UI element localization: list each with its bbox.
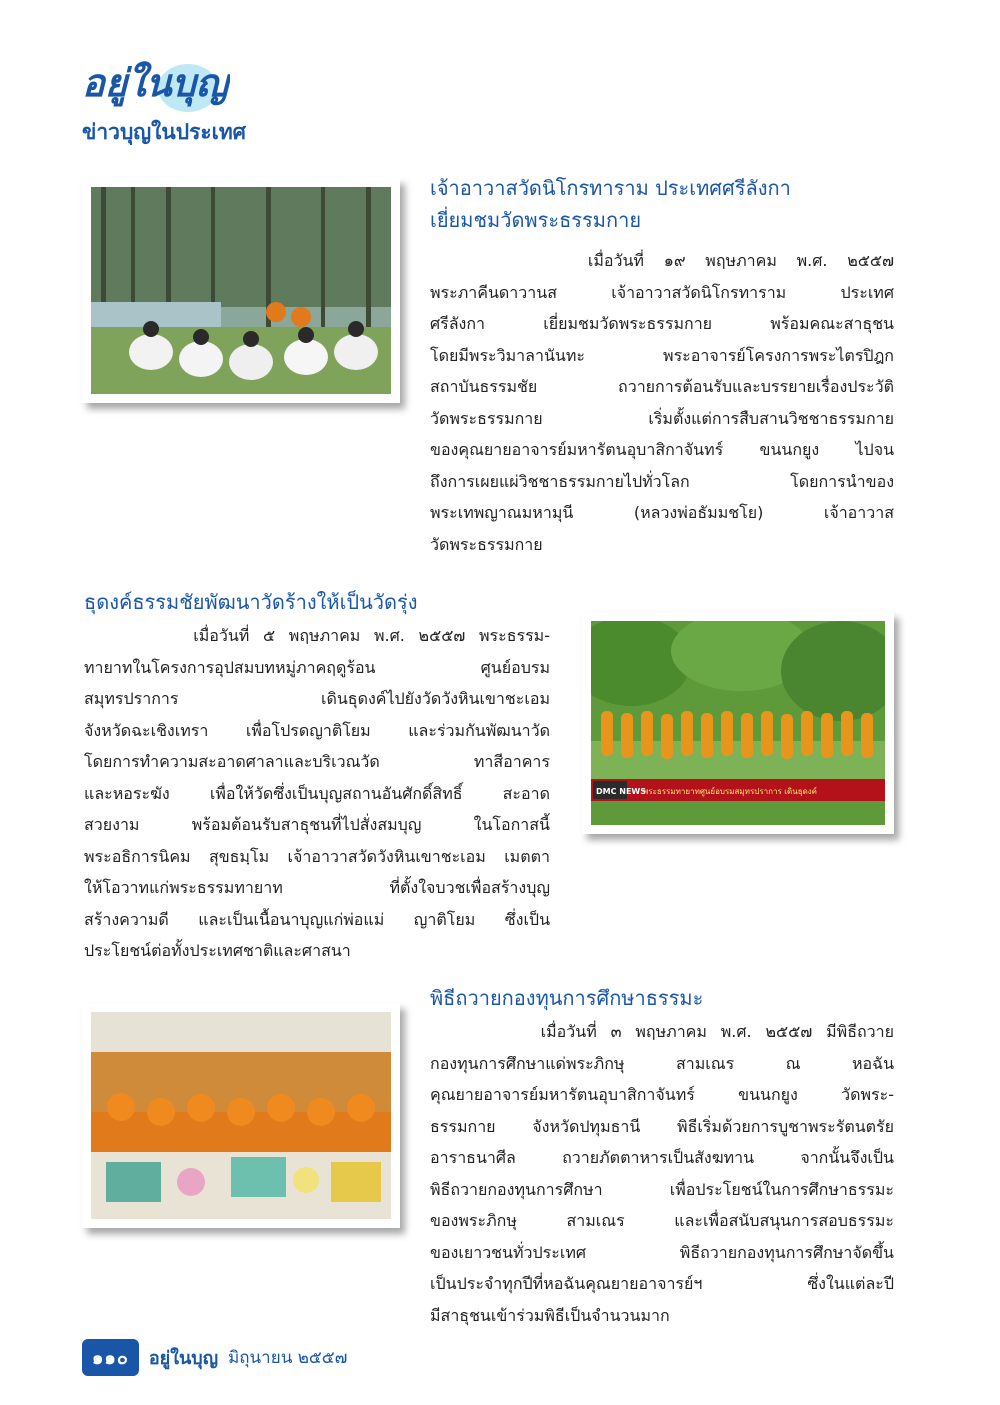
article-2-line: ทายาทในโครงการอุปสมบทหมู่ภาคฤดูร้อน ศูนย์อบรม — [84, 657, 550, 677]
article-3-line: พิธีถวายกองทุนการศึกษา เพื่อประโยชน์ในการศึกษาธรรมะ — [430, 1179, 894, 1199]
article-3-title — [430, 982, 900, 1014]
article-1-line: เมื่อวันที่ ๑๙ พฤษภาคม พ.ศ. ๒๕๕๗ — [430, 251, 894, 270]
article-3-line: อาราธนาศีล ถวายภัตตาหารเป็นสังฆทาน จากนั้นจึงเป็น — [430, 1148, 894, 1167]
article-2-body — [84, 620, 550, 967]
article-3-line: ของพระภิกษุ สามเณร และเพื่อสนับสนุนการสอบธรรมะ — [430, 1211, 894, 1230]
article-3-line: คุณยายอาจารย์มหารัตนอุบาสิกาจันทร์ ขนนกยูง วัดพระ- — [430, 1085, 894, 1104]
photo-monks-procession — [582, 612, 894, 834]
article-3-line: เป็นประจำทุกปีที่หอฉันคุณยายอาจารย์ฯ ซึ่งในแต่ละปี — [430, 1274, 894, 1293]
article-1-title — [430, 172, 900, 236]
article-1-line: โดยมีพระวิมาลานันทะ พระอาจารย์โครงการพระไตรปิฎก — [430, 345, 894, 365]
section-label: ข่าวบุญในประเทศ — [82, 120, 247, 144]
article-2-line: สมุทรปราการ เดินธุดงค์ไปยังวัดวังหินเขาชะเอม — [84, 689, 550, 708]
article-2-line: ให้โอวาทแก่พระธรรมทายาท ที่ตั้งใจบวชเพื่อสร้างบุญ — [84, 878, 550, 897]
article-3-line: กองทุนการศึกษาแด่พระภิกษุ สามเณร ณ หอฉัน — [430, 1053, 894, 1073]
article-1-line: วัดพระธรรมกาย — [430, 534, 543, 554]
article-2-line: ประโยชน์ต่อทั้งประเทศชาติและศาสนา — [84, 941, 351, 960]
magazine-logo — [80, 52, 230, 116]
article-3-line: ธรรมกาย จังหวัดปทุมธานี พิธีเริ่มด้วยการบูชาพระรัตนตรัย — [430, 1116, 894, 1136]
article-1-title-line: เยี่ยมชมวัดพระธรรมกาย — [430, 208, 642, 232]
article-1-body — [430, 245, 894, 560]
article-3-title-line: พิธีถวายกองทุนการศึกษาธรรมะ — [430, 986, 704, 1010]
article-2-line: สร้างความดี และเป็นเนื้อนาบุญแก่พ่อแม่ ญาติโยม ซึ่งเป็น — [84, 909, 550, 929]
photo-2-logo: DMC NEWS — [596, 787, 647, 796]
photo-monks-lakeside — [82, 178, 400, 403]
photo-monks-ceremony — [82, 1003, 400, 1228]
photo-2-caption: พระธรรมทายาทศูนย์อบรมสมุทรปราการ เดินธุดงค์ — [643, 787, 818, 796]
photo-1-image — [91, 187, 391, 394]
page-number: ๑๑๐ — [82, 1339, 139, 1376]
article-2-line: จังหวัดฉะเชิงเทรา เพื่อโปรดญาติโยม และร่วมกันพัฒนาวัด — [84, 720, 550, 740]
article-2-line: สวยงาม พร้อมต้อนรับสาธุชนที่ไปสั่งสมบุญ ในโอกาสนี้ — [84, 815, 550, 834]
photo-3-image — [91, 1012, 391, 1219]
article-2-line: โดยการทำความสะอาดศาลาและบริเวณวัด ทาสีอาคาร — [84, 752, 550, 771]
article-3-line: เมื่อวันที่ ๓ พฤษภาคม พ.ศ. ๒๕๕๗ มีพิธีถวาย — [430, 1022, 894, 1041]
article-2-title — [84, 586, 564, 618]
article-1-line: ศรีลังกา เยี่ยมชมวัดพระธรรมกาย พร้อมคณะสาธุชน — [430, 314, 894, 333]
article-3-line: ของเยาวชนทั่วประเทศ พิธีถวายกองทุนการศึกษาจัดขึ้น — [430, 1242, 894, 1262]
article-1-line: ของคุณยายอาจารย์มหารัตนอุบาสิกาจันทร์ ขนนกยูง ไปจน — [430, 440, 894, 459]
article-1-line: ถึงการเผยแผ่วิชชาธรรมกายไปทั่วโลก โดยการนำของ — [430, 471, 894, 491]
article-3-line: มีสาธุชนเข้าร่วมพิธีเป็นจำนวนมาก — [430, 1305, 670, 1325]
footer-issue: มิถุนายน ๒๕๕๗ — [228, 1347, 348, 1368]
article-1-line: วัดพระธรรมกาย เริ่มตั้งแต่การสืบสานวิชชาธรรมกาย — [430, 408, 894, 428]
photo-2-image — [591, 621, 885, 825]
article-1-line: สถาบันธรรมชัย ถวายการต้อนรับและบรรยายเรื่องประวัติ — [430, 377, 894, 396]
article-1-title-line: เจ้าอาวาสวัดนิโกรทาราม ประเทศศรีลังกา — [430, 176, 791, 200]
article-2-line: พระอธิการนิคม สุขธมฺโม เจ้าอาวาสวัดวังหินเขาชะเอม เมตตา — [84, 846, 550, 866]
article-2-title-line: ธุดงค์ธรรมชัยพัฒนาวัดร้างให้เป็นวัดรุ่ง — [84, 590, 418, 614]
article-1-line: พระเทพญาณมหามุนี (หลวงพ่อธัมมชโย) เจ้าอาวาส — [430, 503, 894, 522]
footer-magazine-name: อยู่ในบุญ — [148, 1347, 219, 1369]
article-2-line: และหอระฆัง เพื่อให้วัดซึ่งเป็นบุญสถานอันศักดิ์สิทธิ์ สะอาด — [84, 783, 550, 803]
logo-text: อยู่ในบุญ — [82, 60, 229, 105]
article-1-line: พระภาคีนดาวานส เจ้าอาวาสวัดนิโกรทาราม ประเทศ — [430, 282, 894, 302]
logo-graphic — [80, 52, 230, 116]
page-footer — [82, 1340, 347, 1374]
article-3-body — [430, 1016, 894, 1331]
article-2-line: เมื่อวันที่ ๕ พฤษภาคม พ.ศ. ๒๕๕๗ พระธรรม- — [84, 626, 550, 645]
